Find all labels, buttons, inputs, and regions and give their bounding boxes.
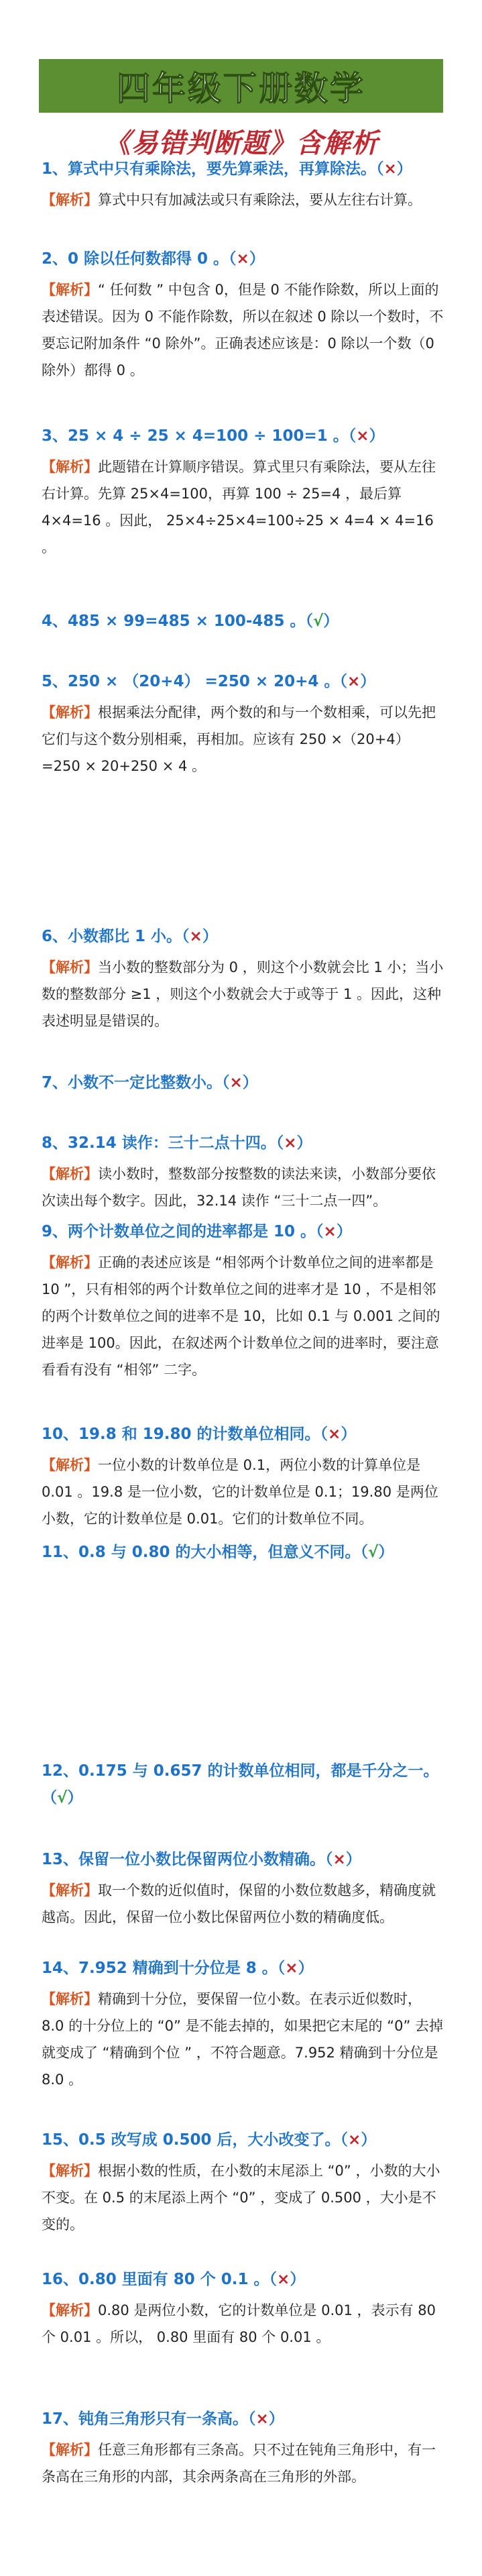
wrong-mark: × — [348, 2131, 361, 2149]
question-item-5 — [0, 668, 482, 780]
explanation: 【解析】精确到十分位，要保留一位小数。在表示近似数时，8.0 的十分位上的 “0” 是不能去掉的，如果把它末尾的 “0” 去掉就变成了 “精确到个位 ” ，不符合题意。7.952 精确到十分位是 8.0 。 — [42, 1991, 444, 2088]
question-text: 15、0.5 改写成 0.500 后，大小改变了。（×） — [42, 2131, 377, 2149]
explanation: 【解析】“ 任何数 ” 中包含 0，但是 0 不能作除数，所以上面的表述错误。因为 0 不能作除数，所以在叙述 0 除以一个数时，不要忘记附加条件 “0 除外”。正确表述应该是：0 除以一个数（0 除外）都得 0 。 — [42, 282, 444, 378]
page-title: 四年级下册数学 — [117, 69, 365, 108]
question-text: 10、19.8 和 19.80 的计数单位相同。（×） — [42, 1426, 357, 1443]
wrong-mark: × — [333, 1851, 346, 1868]
wrong-mark: × — [236, 250, 249, 268]
question-text: 1、算式中只有乘除法，要先算乘法，再算除法。（×） — [42, 160, 412, 178]
question-text: 9、两个计数单位之间的进率都是 10 。（×） — [42, 1223, 352, 1240]
question-text: 14、7.952 精确到十分位是 8 。（×） — [42, 1960, 314, 1977]
question-item-6 — [0, 923, 482, 1034]
question-item-10 — [0, 1421, 482, 1532]
question-item-14 — [0, 1955, 482, 2093]
explain-tag: 【解析】 — [42, 1254, 98, 1271]
explanation: 【解析】算式中只有加减法或只有乘除法，要从左往右计算。 — [42, 192, 422, 208]
question-text: 5、250 × （20+4） =250 × 20+4 。（×） — [42, 673, 376, 690]
wrong-mark: × — [323, 1223, 337, 1240]
question-text: 7、小数不一定比整数小。（×） — [42, 1074, 258, 1091]
question-item-13 — [0, 1846, 482, 1931]
question-item-17 — [0, 2406, 482, 2490]
question-item-16 — [0, 2266, 482, 2351]
explain-tag: 【解析】 — [42, 704, 98, 720]
explain-tag: 【解析】 — [42, 2302, 98, 2318]
wrong-mark: × — [285, 1960, 298, 1977]
explain-tag: 【解析】 — [42, 282, 98, 298]
title-banner — [39, 59, 443, 113]
explain-tag: 【解析】 — [42, 2442, 98, 2458]
explain-tag: 【解析】 — [42, 459, 98, 475]
explanation: 【解析】一位小数的计数单位是 0.1，两位小数的计算单位是 0.01 。19.8 是一位小数，它的计数单位是 0.1；19.80 是两位小数，它的计数单位是 0.01。它们的计数单位不同。 — [42, 1457, 438, 1527]
explanation: 【解析】取一个数的近似值时，保留的小数位数越多，精确度就越高。因此，保留一位小数比保留两位小数的精确度低。 — [42, 1882, 436, 1925]
question-item-11 — [0, 1539, 482, 1566]
page-subtitle: 《易错判断题》含解析 — [103, 128, 379, 159]
explain-tag: 【解析】 — [42, 192, 98, 208]
question-text: 8、32.14 读作：三十二点十四。（×） — [42, 1134, 312, 1152]
wrong-mark: × — [189, 928, 202, 945]
question-text: 3、25 × 4 ÷ 25 × 4=100 ÷ 100=1 。（×） — [42, 427, 385, 445]
explain-tag: 【解析】 — [42, 1457, 98, 1473]
explanation: 【解析】0.80 是两位小数，它的计数单位是 0.01 ，表示有 80 个 0.01 。所以， 0.80 里面有 80 个 0.01 。 — [42, 2302, 436, 2345]
wrong-mark: × — [284, 1134, 297, 1152]
explanation: 【解析】任意三角形都有三条高。只不过在钝角三角形中，有一条高在三角形的内部，其余两条高在三角形的外部。 — [42, 2442, 436, 2485]
wrong-mark: × — [255, 2410, 269, 2428]
question-item-12 — [0, 1758, 482, 1811]
question-text: 11、0.8 与 0.80 的大小相等，但意义不同。（√） — [42, 1544, 394, 1561]
question-item-9 — [0, 1218, 482, 1383]
wrong-mark: × — [277, 2271, 290, 2288]
question-item-1 — [0, 156, 482, 213]
question-item-15 — [0, 2127, 482, 2238]
explanation: 【解析】此题错在计算顺序错误。算式里只有乘除法，要从左往右计算。先算 25×4=100，再算 100 ÷ 25=4 ，最后算 4×4=16 。因此， 25×4÷25×4=100÷25 × 4=4 × 4=16 。 — [42, 459, 436, 555]
explain-tag: 【解析】 — [42, 1166, 98, 1182]
question-item-8 — [0, 1130, 482, 1214]
wrong-mark: × — [328, 1426, 341, 1443]
wrong-mark: × — [383, 160, 397, 178]
explain-tag: 【解析】 — [42, 1882, 98, 1898]
wrong-mark: × — [347, 673, 361, 690]
question-text: 4、485 × 99=485 × 100-485 。（√） — [42, 612, 339, 630]
explanation: 【解析】读小数时，整数部分按整数的读法来读，小数部分要依次读出每个数字。因此，32.14 读作 “三十二点一四”。 — [42, 1166, 436, 1209]
explanation: 【解析】正确的表述应该是 “相邻两个计数单位之间的进率都是 10 ”，只有相邻的两个计数单位之间的进率才是 10 ，不是相邻的两个计数单位之间的进率不是 10，比如 0.1 与 0.001 之间的进率是 100。因此，在叙述两个计数单位之间的进率时，要注意看看有没有 “相邻” 二字。 — [42, 1254, 440, 1378]
question-text: 12、0.175 与 0.657 的计数单位相同，都是千分之一。（√） — [42, 1762, 439, 1807]
wrong-mark: × — [356, 427, 369, 445]
question-text: 6、小数都比 1 小。（×） — [42, 928, 218, 945]
question-text: 2、0 除以任何数都得 0 。（×） — [42, 250, 265, 268]
question-item-2 — [0, 246, 482, 384]
question-text: 13、保留一位小数比保留两位小数精确。（×） — [42, 1851, 361, 1868]
question-item-7 — [0, 1069, 482, 1096]
explanation: 【解析】根据小数的性质，在小数的末尾添上 “0” ，小数的大小不变。在 0.5 的末尾添上两个 “0” ，变成了 0.500 ，大小是不变的。 — [42, 2163, 440, 2233]
explain-tag: 【解析】 — [42, 2163, 98, 2179]
explain-tag: 【解析】 — [42, 959, 98, 975]
question-text: 17、钝角三角形只有一条高。（×） — [42, 2410, 284, 2428]
question-item-3 — [0, 423, 482, 561]
explain-tag: 【解析】 — [42, 1991, 98, 2007]
question-text: 16、0.80 里面有 80 个 0.1 。（×） — [42, 2271, 306, 2288]
explanation: 【解析】当小数的整数部分为 0 ，则这个小数就会比 1 小；当小数的整数部分 ≥1 ，则这个小数就会大于或等于 1 。因此，这种表述明显是错误的。 — [42, 959, 444, 1029]
question-item-4 — [0, 608, 482, 635]
wrong-mark: × — [229, 1074, 243, 1091]
correct-mark: √ — [57, 1789, 68, 1807]
explanation: 【解析】根据乘法分配律，两个数的和与一个数相乘，可以先把它们与这个数分别相乘，再相加。应该有 250 ×（20+4） =250 × 20+250 × 4 。 — [42, 704, 436, 774]
correct-mark: √ — [368, 1544, 379, 1561]
correct-mark: √ — [312, 612, 324, 630]
